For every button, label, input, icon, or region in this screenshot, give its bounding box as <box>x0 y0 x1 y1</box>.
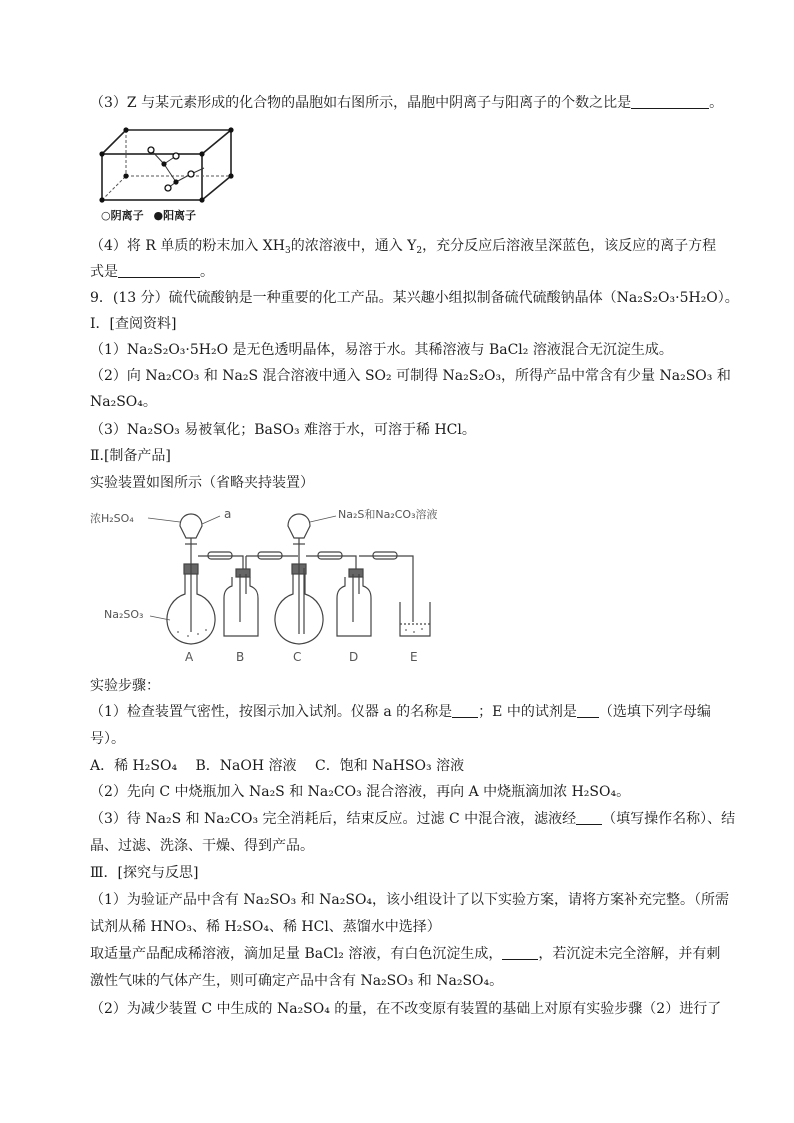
section3-title: Ⅲ．[探究与反思] <box>90 865 199 881</box>
crystal-cell-diagram <box>96 124 246 206</box>
step1-options: A．稀 H₂SO₄ B．NaOH 溶液 C．饱和 NaHSO₃ 溶液 <box>90 758 465 774</box>
step2: （2）先向 C 中烧瓶加入 Na₂S 和 Na₂CO₃ 混合溶液，再向 A 中烧瓶滴加浓 H₂SO₄。 <box>90 784 631 800</box>
q4-answer-blank[interactable] <box>118 263 200 278</box>
section1-item3: （3）Na₂SO₃ 易被氧化；BaSO₃ 难溶于水，可溶于稀 HCl。 <box>90 422 476 438</box>
q9-header: 9．(13 分）硫代硫酸钠是一种重要的化工产品。某兴趣小组拟制备硫代硫酸钠晶体（Na₂S₂O₃·5H₂O）。 <box>90 290 739 306</box>
section1-item1: （1）Na₂S₂O₃·5H₂O 是无色透明晶体，易溶于水。其稀溶液与 BaCl₂ 溶液混合无沉淀生成。 <box>90 342 673 358</box>
apparatus-label-D: D <box>349 650 359 664</box>
section3-p1-line4: 激性气味的气体产生，则可确定产品中含有 Na₂SO₃ 和 Na₂SO₄。 <box>90 973 504 989</box>
operation-blank[interactable] <box>576 810 602 825</box>
experiment-blank[interactable] <box>502 945 538 960</box>
label-conc-h2so4: 浓H₂SO₄ <box>90 512 134 525</box>
apparatus-diagram <box>88 504 458 666</box>
step1-line2: 号）。 <box>90 731 125 747</box>
q4-line1: （4）将 R 单质的粉末加入 $XH_3$的浓溶液中，通入 $Y_2$，充分反应后溶液呈深蓝色，该反应的离子方程 <box>90 238 717 256</box>
q4-line2: 式是 。 <box>90 264 214 280</box>
section1-item2-line1: （2）向 Na₂CO₃ 和 Na₂S 混合溶液中通入 SO₂ 可制得 Na₂S₂O₃，所得产品中常含有少量 Na₂SO₃ 和 <box>90 368 731 384</box>
q3-text: （3）Z 与某元素形成的化合物的晶胞如右图所示，晶胞中阴离子与阳离子的个数之比是 <box>90 95 632 111</box>
section3-p1-line2: 试剂从稀 HNO₃、稀 H₂SO₄、稀 HCl、蒸馏水中选择） <box>90 919 441 935</box>
label-a: a <box>224 507 232 521</box>
reagent-e-blank[interactable] <box>577 703 599 718</box>
section3-p2: （2）为减少装置 C 中生成的 Na₂SO₄ 的量，在不改变原有装置的基础上对原有实验步骤（2）进行了 <box>90 1001 722 1017</box>
cation-legend-icon: ● <box>153 209 164 222</box>
label-na2so3: Na₂SO₃ <box>104 608 144 621</box>
apparatus-labels <box>185 650 418 664</box>
step3-line1: （3）待 Na₂S 和 Na₂CO₃ 完全消耗后，结束反应。过滤 C 中混合液，滤液经 （填写操作名称）、结 <box>90 811 736 827</box>
steps-title: 实验步骤： <box>90 678 160 694</box>
anion-legend-icon: ○ <box>101 209 111 222</box>
apparatus-label-E: E <box>410 650 418 664</box>
section3-p1-line3: 取适量产品配成稀溶液，滴加足量 BaCl₂ 溶液，有白色沉淀生成， ，若沉淀未完全溶解，并有刺 <box>90 946 721 962</box>
q3-answer-blank[interactable] <box>631 94 709 109</box>
apparatus-label-A: A <box>185 650 194 664</box>
apparatus-label-C: C <box>293 650 302 664</box>
step3-line2: 晶、过滤、洗涤、干燥、得到产品。 <box>90 838 314 854</box>
section1-title: I．[查阅资料] <box>90 316 177 332</box>
section2-intro: 实验装置如图所示（省略夹持装置） <box>90 475 314 491</box>
label-na2s-na2co3: Na₂S和Na₂CO₃溶液 <box>338 508 438 521</box>
section1-item2-line2: Na₂SO₄。 <box>90 394 157 410</box>
instrument-a-blank[interactable] <box>452 703 478 718</box>
section2-title: Ⅱ.[制备产品] <box>90 448 171 464</box>
crystal-legend: ○阴离子 ●阳离子 <box>101 209 197 222</box>
step1-line1: （1）检查装置气密性，按图示加入试剂。仪器 a 的名称是 ；E 中的试剂是 （选填下列字母编 <box>90 704 711 720</box>
q3-line: （3）Z 与某元素形成的化合物的晶胞如右图所示，晶胞中阴离子与阳离子的个数之比是 。 <box>90 95 724 111</box>
section3-p1-line1: （1）为验证产品中含有 Na₂SO₃ 和 Na₂SO₄，该小组设计了以下实验方案，请将方案补充完整。（所需 <box>90 892 730 908</box>
apparatus-label-B: B <box>236 650 245 664</box>
